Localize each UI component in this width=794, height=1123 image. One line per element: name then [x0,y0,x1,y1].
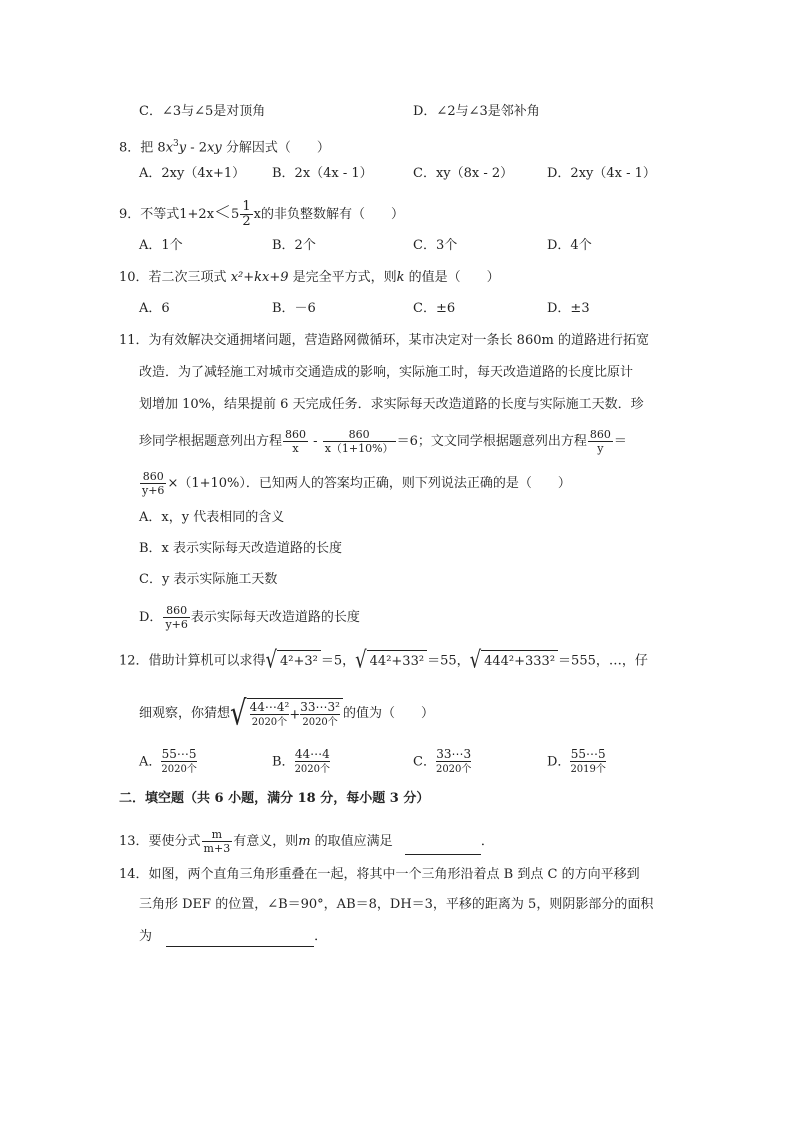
q10-stem [119,268,500,288]
q12-plus: + [289,707,301,723]
q11-f2-num: 860 [348,428,370,441]
q12-b-bot: 2020个 [295,761,330,776]
q8-y: y [178,140,187,156]
q11-d-num: 860 [166,604,188,617]
q12-a-letter: A． [139,754,162,770]
q12-option-c [413,748,471,776]
q9-lt: ＜ [214,203,232,223]
q11-line-5 [139,470,571,497]
q11-f4-den: y+6 [142,484,165,497]
q8-stem-pre: 8．把 8 [119,140,166,156]
q12-root-1: √ 4²+3² [266,650,321,672]
q13-end: ． [480,834,494,849]
q12-d-top: 55⋯5 [570,747,606,761]
q9-post: x的非负整数解有（ ） [253,207,404,222]
q11-l4-pre: 珍同学根据题意列出方程 [139,434,283,449]
q11-minus: - [309,434,322,449]
q11-line-3: 划增加 10%，结果提前 6 天完成任务．求实际每天改造道路的长度与实际施工天数．珍 [139,397,644,412]
q13-den: m+3 [203,842,231,855]
q10-k: k [396,270,405,285]
q14-end: ． [314,929,328,944]
q12-l2-post: 的值为（ ） [342,706,434,721]
q12-group-2 [300,701,340,729]
q9-stem [119,200,404,229]
q11-l5-post: ×（1+10%）．已知两人的答案均正确，则下列说法正确的是（ ） [167,476,571,491]
q12-d-value [570,748,605,776]
q12-e2: ＝55， [427,653,470,669]
q12-b-value [295,748,330,776]
q11-f1-den: x [283,441,308,455]
q8-post: 分解因式（ ） [221,140,330,156]
q11-fraction-2 [323,428,396,455]
q13-pre: 13．要使分式 [119,834,201,849]
q8-mid: - 2 [186,140,208,156]
q11-f1-num: 860 [285,428,307,441]
q14-answer-blank[interactable] [166,926,314,947]
q9-frac-num: 1 [242,199,251,214]
q12-g2-bot: 2020个 [300,714,340,729]
q12-e1: ＝5， [320,653,356,669]
q7-option-d: D．∠2与∠3是邻补角 [413,104,540,119]
q12-big-root-body [247,698,343,729]
q9-frac-den: 2 [242,214,251,229]
q11-f4-num: 860 [142,470,164,483]
q12-a-value [161,748,196,776]
q12-c-bot: 2020个 [436,761,471,776]
q11-d-letter: D． [139,610,163,625]
q11-fraction-4 [140,470,166,497]
q11-d-den: y+6 [165,618,188,631]
q14-l3-pre: 为 [139,929,153,944]
q12-l1-pre: 12．借助计算机可以求得 [119,653,266,669]
q8-option-d: D．2xy（4x - 1） [547,166,656,181]
q12-line-1 [119,646,648,674]
q12-r2: 44²+33² [367,650,427,672]
q12-g2-top: 33⋯3² [300,700,340,714]
q10-option-c: C．±6 [413,301,456,316]
q8-x: x [165,140,174,156]
q13-num: m [211,828,223,841]
q14-line-1: 14．如图，两个直角三角形重叠在一起，将其中一个三角形沿着点 B 到点 C 的方向平移到 [119,867,640,882]
q14-line-3 [139,926,327,947]
q7-option-c: C．∠3与∠5是对顶角 [139,104,266,119]
q9-option-c: C．3个 [413,238,458,253]
q13-mid: 有意义，则 [233,834,299,849]
q12-d-letter: D． [547,754,571,770]
q13-post: 的取值应满足 [310,834,393,849]
q12-c-top: 33⋯3 [436,747,472,761]
q9-fraction [240,200,252,229]
q12-l2-pre: 细观察，你猜想 [139,706,231,721]
q8-option-c: C．xy（8x - 2） [413,166,514,181]
q12-line-2 [139,694,434,733]
q13-m: m [298,834,311,849]
q11-fraction-1 [283,428,308,455]
q12-g1-top: 44⋯4² [249,700,290,714]
q11-line-2: 改造．为了减轻施工对城市交通造成的影响，实际施工时，每天改造道路的长度比原计 [139,365,634,380]
q9-pre: 9．不等式1+2x [119,207,215,222]
q14-line-2: 三角形 DEF 的位置，∠B＝90°，AB＝8，DH＝3，平移的距离为 5，则阴影部分的面积 [139,897,654,912]
q11-option-c: C．y 表示实际施工天数 [139,572,278,587]
q10-option-b: B．－6 [272,301,316,316]
q12-root-3: √ 444²+333² [470,650,558,672]
q12-a-bot: 2020个 [161,761,196,776]
q8-option-a: A．2xy（4x+1） [139,166,246,181]
q12-option-b [272,748,330,776]
q8-stem [119,134,330,158]
q9-option-a: A．1个 [139,238,183,253]
q11-f2-den: x（1+10%） [324,442,394,455]
q12-g1-bot: 2020个 [250,714,290,729]
q11-l4-mid: ＝6；文文同学根据题意列出方程 [396,434,587,449]
q12-option-a [139,748,197,776]
q11-f3-den: y [588,441,613,455]
q12-b-top: 44⋯4 [294,747,330,761]
q11-option-d [139,604,360,631]
q9-five: 5 [231,207,240,222]
q10-option-a: A．6 [139,301,170,316]
q11-eq: ＝ [613,434,627,449]
section-heading: 二．填空题（共 6 小题，满分 18 分，每小题 3 分） [119,791,430,806]
q12-c-letter: C． [413,754,436,770]
q11-line-1: 11．为有效解决交通拥堵问题，营造路网微循环，某市决定对一条长 860m 的道路进行拓宽 [119,333,649,348]
q11-d-fraction [163,604,189,631]
q12-d-bot: 2019个 [570,761,605,776]
q12-b-letter: B． [272,754,295,770]
q12-big-root: √ 44⋯4² 2020个 + 33⋯3² 2020个 [230,698,343,729]
q11-line-4 [139,428,627,455]
q10-pre: 10．若二次三项式 [119,270,231,285]
q12-r1: 4²+3² [277,650,321,672]
q11-d-post: 表示实际每天改造道路的长度 [190,610,360,625]
q8-xy: xy [207,140,222,156]
q11-option-a: A．x，y 代表相同的含义 [139,510,285,525]
q8-option-b: B．2x（4x - 1） [272,166,373,181]
q12-e3: ＝555，…，仔 [558,653,648,669]
q11-option-b: B．x 表示实际每天改造道路的长度 [139,541,343,556]
q12-option-d [547,748,606,776]
q9-option-b: B．2个 [272,238,316,253]
q11-f3-num: 860 [589,428,611,441]
q12-root-2: √ 44²+33² [355,650,427,672]
q10-post: 的值是（ ） [404,270,500,285]
q9-option-d: D．4个 [547,238,592,253]
q12-c-value [436,748,471,776]
q12-a-top: 55⋯5 [161,747,197,761]
q13-line [119,828,494,855]
q10-expr: x²+kx+9 [230,270,289,285]
q12-r3: 444²+333² [481,650,558,672]
q10-mid: 是完全平方式，则 [288,270,397,285]
q11-fraction-3 [588,428,613,455]
q8-sup: 3 [173,139,179,149]
q13-fraction [202,828,233,855]
q12-group-1 [250,701,290,729]
q13-answer-blank[interactable] [405,834,481,855]
q10-option-d: D．±3 [547,301,590,316]
